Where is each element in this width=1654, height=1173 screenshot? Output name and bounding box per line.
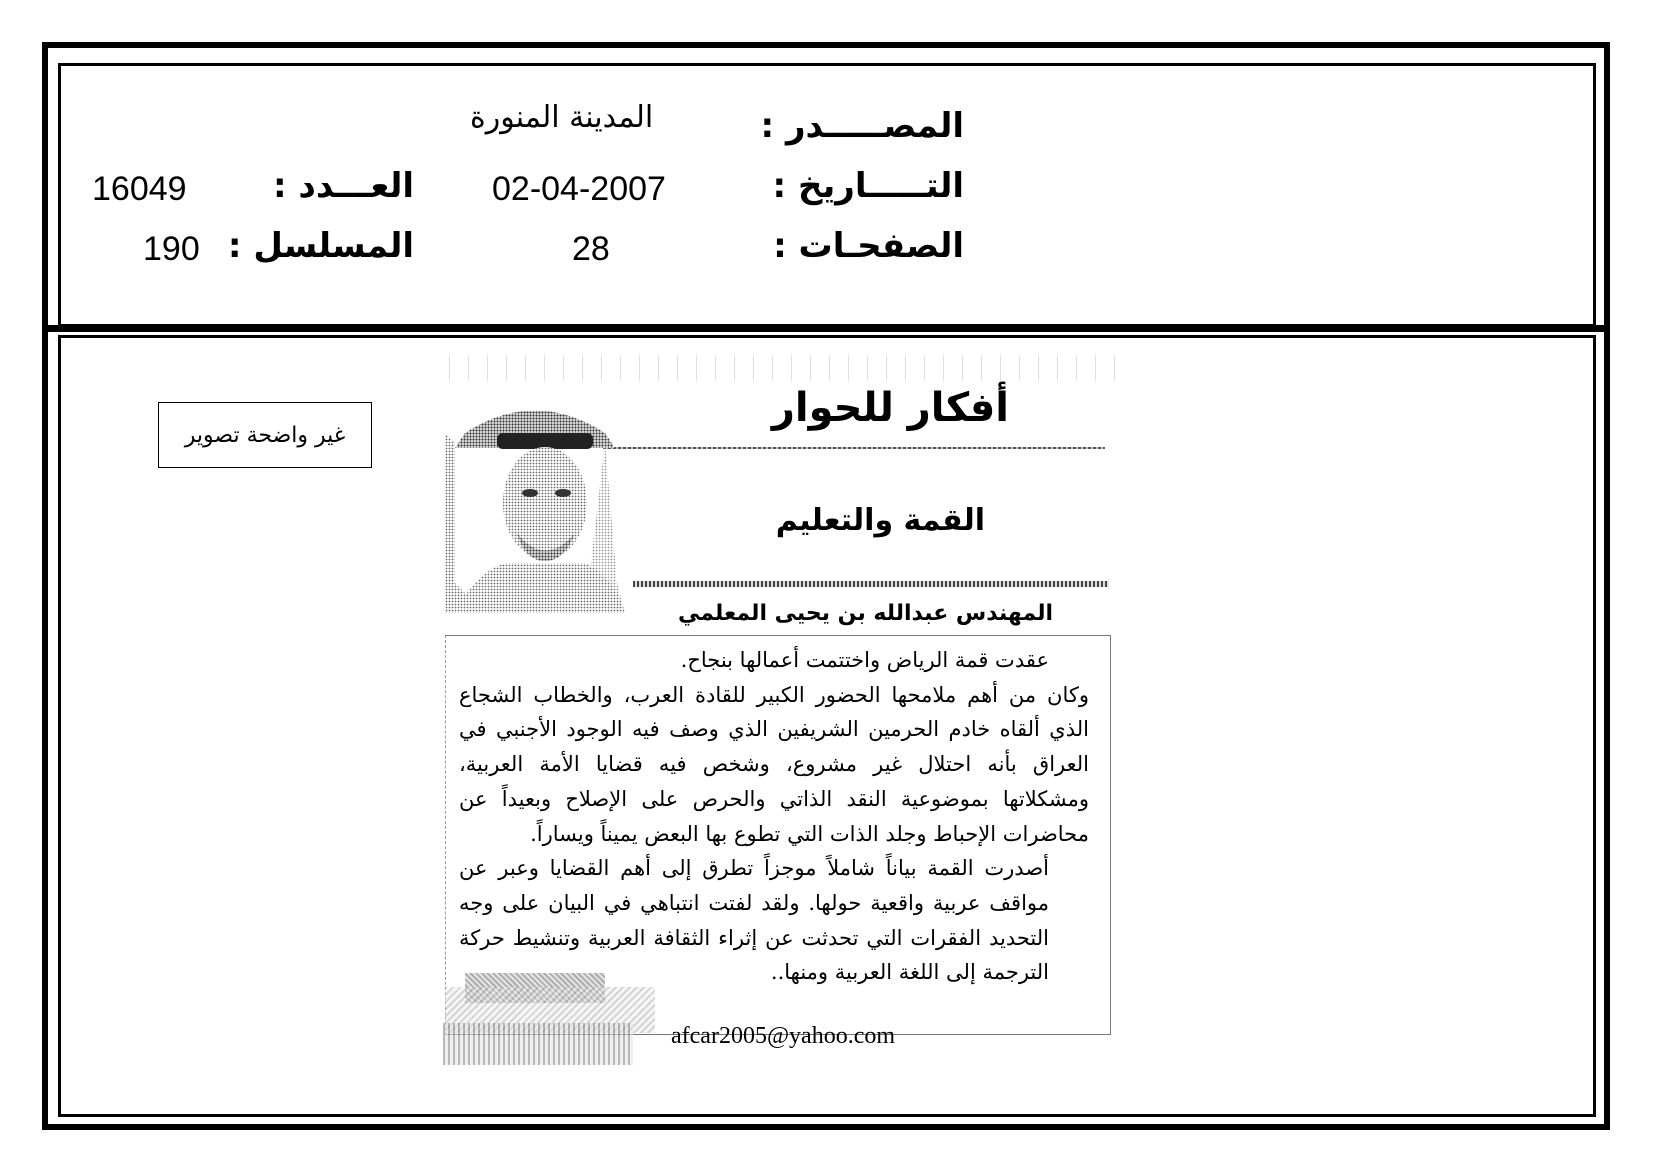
article-paragraph: عقدت قمة الرياض واختتمت أعمالها بنجاح. (680, 648, 1049, 672)
article-body (459, 643, 1089, 990)
issue-label: العـــدد : (273, 166, 414, 206)
newspaper-clipping (443, 355, 1115, 1070)
article-headline: القمة والتعليم (775, 503, 985, 538)
serial-value: 190 (143, 230, 200, 268)
author-portrait-icon (445, 393, 625, 613)
article-author: المهندس عبدالله بن يحيى المعلمي (678, 601, 1053, 626)
pages-value: 28 (572, 230, 610, 268)
article-paragraph: وكان من أهم ملامحها الحضور الكبير للقادة العرب، والخطاب الشجاع الذي ألقاه خادم الحرمين الشريفين الذي وصف فيه الوجود الأجنبي في العراق بأنه احتلال غير مشروع، وشخص فيه قضايا الأمة العربية، ومشكلاتها بموضوعية النقد الذاتي والحرص على الإصلاح وبعيداً عن محاضرات الإحباط وجلد الذات التي تطوع بها البعض يميناً ويساراً. (459, 682, 1089, 846)
author-rule (633, 581, 1109, 587)
title-rule (603, 447, 1105, 449)
scan-shading (443, 1023, 633, 1065)
column-title: أفكار للحوار (771, 385, 1009, 431)
issue-value: 16049 (92, 170, 187, 208)
scan-noise (443, 355, 1115, 381)
pages-label: الصفحـات : (773, 226, 964, 266)
unclear-copy-note: غير واضحة تصوير (158, 402, 372, 468)
serial-label: المسلسل : (227, 226, 414, 266)
header-separator (46, 325, 1606, 332)
source-label: المصـــــدر : (760, 106, 964, 146)
article-paragraph: أصدرت القمة بياناً شاملاً موجزاً تطرق إلى أهم القضايا وعبر عن مواقف عربية واقعية حولها. ولقد لفتت انتباهي في البيان على وجه التحديد الفقرات التي تحدثت عن إثراء الثقافة العربية وتنشيط حركة الترجمة إلى اللغة العربية ومنها.. (459, 856, 1049, 985)
source-value: المدينة المنورة (470, 100, 654, 135)
date-label: التـــــاريخ : (772, 166, 964, 206)
author-email: afcar2005@yahoo.com (671, 1023, 896, 1049)
date-value: 02-04-2007 (492, 170, 666, 208)
